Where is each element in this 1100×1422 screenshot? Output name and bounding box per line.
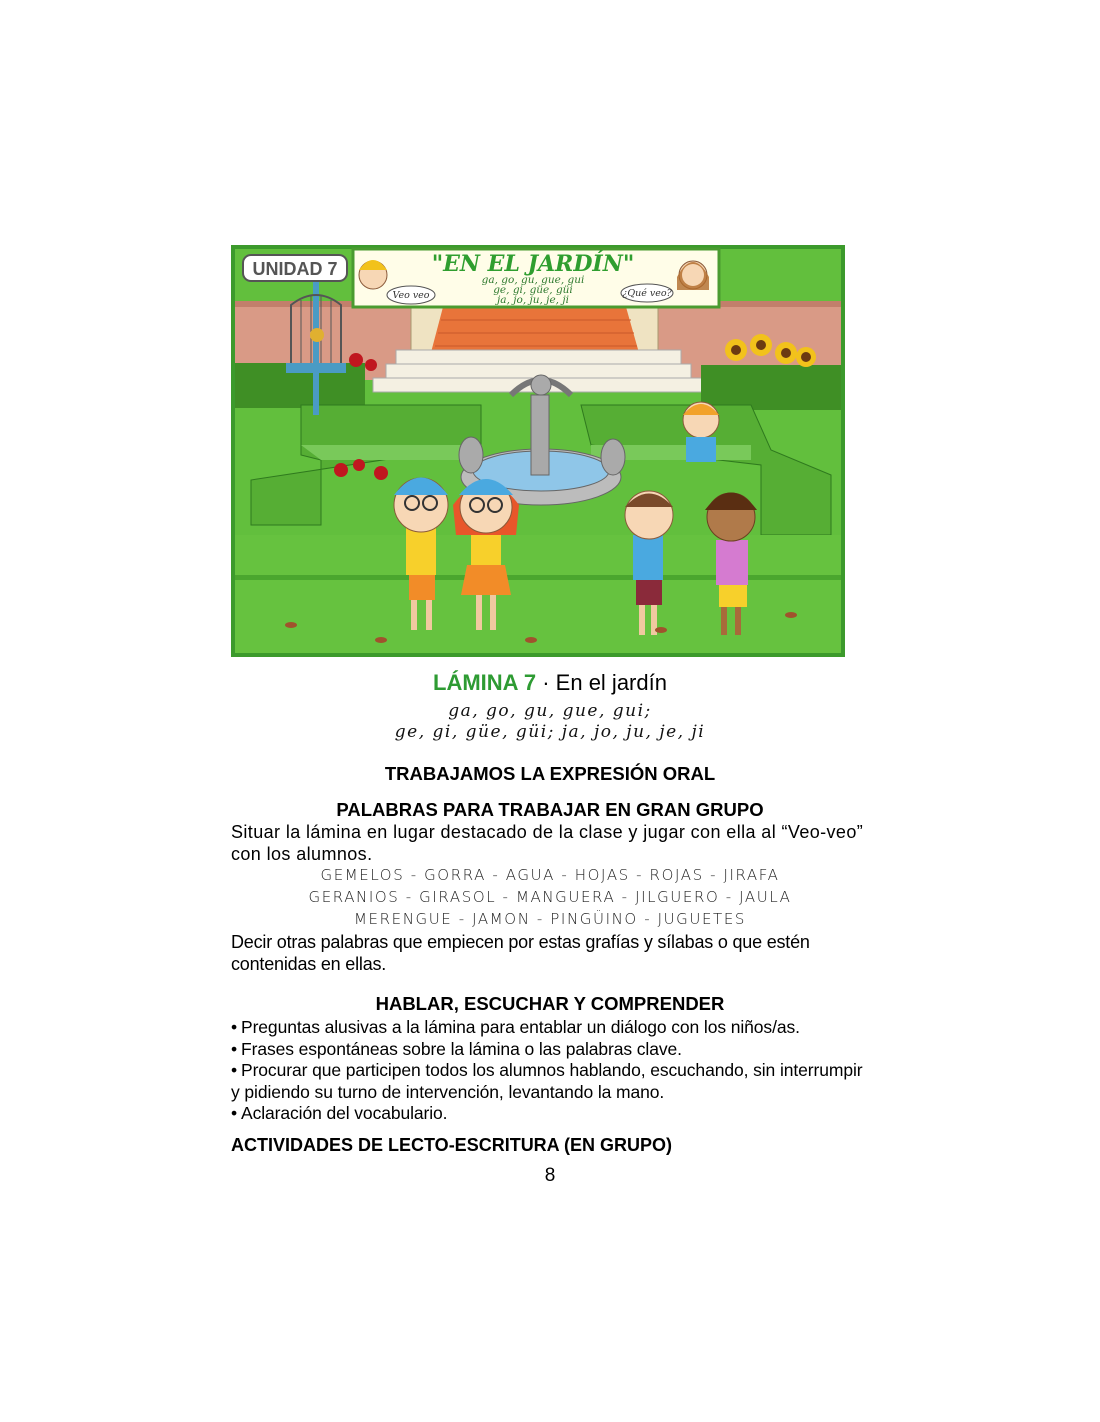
section-title-palabras: PALABRAS PARA TRABAJAR EN GRAN GRUPO	[336, 799, 764, 820]
bullet-icon: •	[231, 1038, 238, 1059]
syllables-line-2: ge, gi, güe, güi; ja, jo, ju, je, ji	[394, 722, 706, 742]
garden-illustration	[231, 245, 845, 657]
bullet-icon: •	[231, 1017, 238, 1037]
illustration-title: "EN EL JARDÍN"	[431, 251, 635, 277]
list-item	[231, 1103, 871, 1125]
syllables-line-1: ga, go, gu, gue, gui;	[448, 701, 652, 721]
bubble-left: Veo veo	[392, 290, 430, 301]
illustration-syllables-2: ge, gi, güe, güi	[493, 284, 573, 296]
page-number: 8	[544, 1165, 556, 1186]
illustration-syllables-1: ga, go, gu, gue, gui	[481, 274, 585, 286]
word-list-line-1: GEMELOS - GORRA - AGUA - HOJAS - ROJAS - JIRAFA	[320, 866, 780, 884]
section-title-hablar: HABLAR, ESCUCHAR Y COMPRENDER	[375, 993, 725, 1014]
bullet-icon: •	[231, 1103, 238, 1123]
list-item-text: Preguntas alusivas a la lámina para entablar un diálogo con los niños/as.	[241, 1017, 800, 1037]
list-item	[231, 1060, 871, 1103]
list-item-text: Aclaración del vocabulario.	[241, 1103, 448, 1123]
list-item	[231, 1017, 871, 1039]
illustration-syllables-3: ja, jo, ju, je, ji	[497, 294, 569, 306]
word-list-line-3: MERENGUE - JAMON - PINGÜINO - JUGUETES	[353, 910, 747, 928]
bullet-list	[231, 1017, 871, 1125]
bullet-icon: •	[231, 1060, 238, 1080]
lamina-separator: ·	[536, 670, 556, 695]
lamina-title: En el jardín	[555, 670, 667, 695]
section-title-actividades: ACTIVIDADES DE LECTO-ESCRITURA (EN GRUPO)	[231, 1135, 673, 1155]
decir-paragraph: Decir otras palabras que empiecen por estas grafías y sílabas o que estén contenidas en ellas.	[231, 932, 810, 974]
instruction-paragraph: Situar la lámina en lugar destacado de la clase y jugar con ella al “Veo-veo” con los alumnos.	[231, 822, 864, 864]
unit-label: UNIDAD 7	[252, 259, 338, 279]
list-item-text: Frases espontáneas sobre la lámina o las palabras clave.	[241, 1038, 682, 1059]
section-title-oral: TRABAJAMOS LA EXPRESIÓN ORAL	[384, 763, 716, 784]
lamina-number: LÁMINA 7	[433, 670, 537, 695]
bubble-right: ¿Qué veo?	[622, 288, 672, 299]
list-item	[231, 1039, 871, 1061]
list-item-text: Procurar que participen todos los alumnos hablando, escuchando, sin interrumpir y pidiendo su turno de intervención, levantando la mano.	[231, 1060, 863, 1102]
lamina-heading	[0, 670, 1100, 696]
word-list-line-2: GERANIOS - GIRASOL - MANGUERA - JILGUERO - JAULA	[308, 888, 792, 906]
